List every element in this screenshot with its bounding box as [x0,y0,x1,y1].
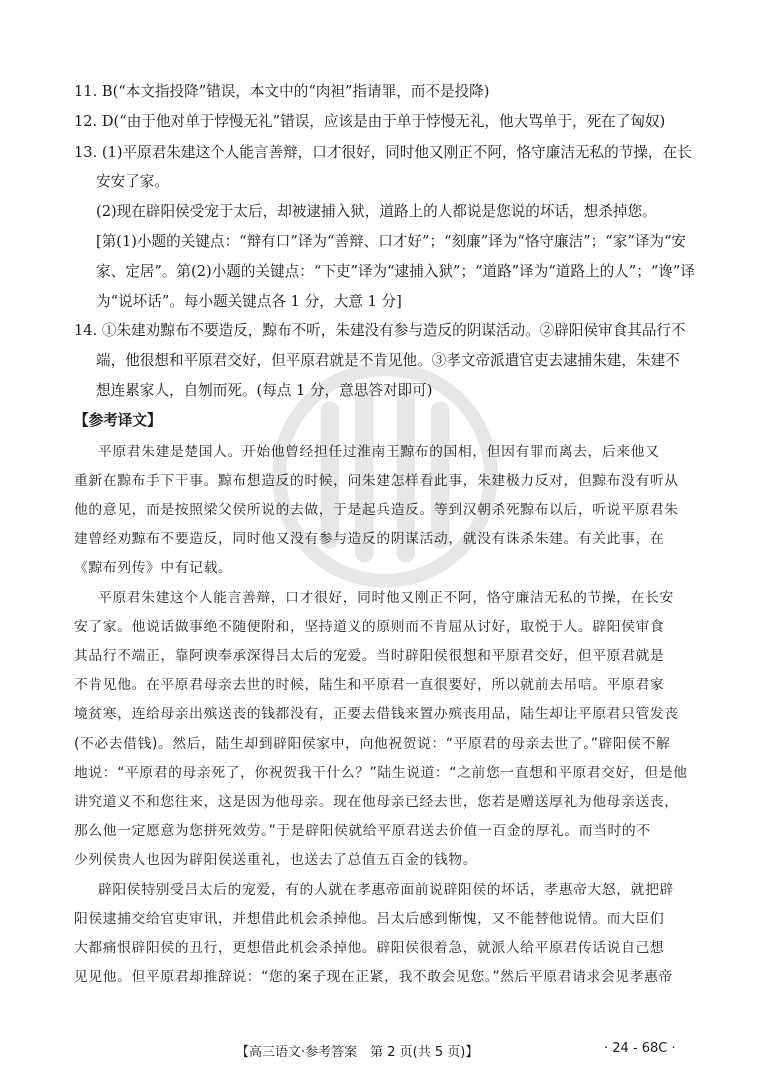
translation-line: (不必去借钱)。然后，陆生却到辟阳侯家中，向他祝贺说：“平原君的母亲去世了。”辟阳侯不解 [74,736,671,752]
translation-line: 建曾经劝黥布不要造反，同时他又没有参与造反的阴谋活动，就没有诛杀朱建。有关此事，在 [74,531,665,547]
answer-13-line-4: [第(1)小题的关键点：“辩有口”译为“善辩、口才好”；“刻廉”译为“恪守廉洁”；“家”译为“安 [96,233,687,250]
answer-13-line-6: 为“说坏话”。每小题关键点各 1 分，大意 1 分] [96,293,402,310]
translation-line: 见见他。但平原君却推辞说：“您的案子现在正紧，我不敢会见您。”然后平原君请求会见孝惠帝 [74,969,673,985]
translation-line: 其品行不端正，靠阿谀奉承深得吕太后的宠爱。当时辟阳侯很想和平原君交好，但平原君就是 [74,648,665,664]
answer-13-line-5: 家、定居”。第(2)小题的关键点：“下吏”译为“逮捕入狱”；“道路”译为“道路上的人”；“谗”译 [96,263,695,280]
translation-line: 地说：“平原君的母亲死了，你祝贺我干什么？”陆生说道：“之前您一直想和平原君交好，但是他 [74,765,688,781]
translation-line: 安了家。他说话做事绝不随便附和，坚持道义的原则而不肯屈从讨好，取悦于人。辟阳侯审食 [74,619,665,635]
translation-line: 他的意见，而是按照梁父侯所说的去做，于是起兵造反。等到汉朝杀死黥布以后，听说平原君朱 [74,502,679,518]
translation-line: 境贫寒，连给母亲出殡送丧的钱都没有，正要去借钱来置办殡丧用品，陆生却让平原君只管发丧 [74,706,679,722]
answer-13-line-2: 安安了家。 [96,173,169,190]
translation-line: 少列侯贵人也因为辟阳侯送重礼，也送去了总值五百金的钱物。 [74,852,478,868]
answer-13-line-3: (2)现在辟阳侯受宠于太后，却被逮捕入狱，道路上的人都说是您说的坏话，想杀掉您。 [96,203,657,220]
answer-12: 12. D(“由于他对单于悖慢无礼”错误，应该是由于单于悖慢无礼，他大骂单于，死在了匈奴) [74,113,666,130]
translation-line: 大都痛恨辟阳侯的丑行，更想借此机会杀掉他。辟阳侯很着急，就派人给平原君传话说自己想 [74,940,665,956]
answer-11: 11. B(“本文指投降”错误，本文中的“肉袒”指请罪，而不是投降) [74,83,490,100]
translation-line: 平原君朱建是楚国人。开始他曾经担任过淮南王黥布的国相，但因有罪而离去，后来他又 [98,444,660,460]
answer-14-line-3: 想连累家人，自刎而死。(每点 1 分，意思答对即可) [96,382,433,399]
translation-line: 辟阳侯特别受吕太后的宠爱，有的人就在孝惠帝面前说辟阳侯的坏话，孝惠帝大怒，就把辟 [98,882,674,898]
answer-13-line-1: 13. (1)平原君朱建这个人能言善辩，口才很好，同时他又刚正不阿，恪守廉洁无私的节操，在长 [74,144,692,161]
translation-line: 那么他一定愿意为您拼死效劳。”于是辟阳侯就给平原君送去价值一百金的厚礼。而当时的不 [74,823,651,839]
translation-line: 重新在黥布手下干事。黥布想造反的时候，问朱建怎样看此事，朱建极力反对，但黥布没有听从 [74,473,679,489]
answer-14-line-1: 14. ①朱建劝黥布不要造反，黥布不听，朱建没有参与造反的阴谋活动。②辟阳侯审食其品行不 [74,322,686,339]
answer-14-line-2: 端，他很想和平原君交好，但平原君就是不肯见他。③孝文帝派遣官吏去逮捕朱建，朱建不 [96,352,680,369]
translation-line: 讲究道义不和您往来，这是因为他母亲。现在他母亲已经去世，您若是赠送厚礼为他母亲送丧， [74,794,679,810]
translation-line: 平原君朱建这个人能言善辩，口才很好，同时他又刚正不阿，恪守廉洁无私的节操，在长安 [98,590,674,606]
footer-page-info: 【高三语文·参考答案 第 2 页(共 5 页)】 [236,1045,479,1060]
translation-line: 《黥布列传》中有记载。 [74,560,233,576]
translation-line: 不肯见他。在平原君母亲去世的时候，陆生和平原君一直很要好，所以就前去吊唁。平原君家 [74,677,665,693]
footer-code: · 24 - 68C · [604,1041,676,1056]
translation-line: 阳侯逮捕交给官吏审讯，并想借此机会杀掉他。吕太后感到惭愧，又不能替他说情。而大臣们 [74,911,665,927]
section-heading: 【参考译文】 [74,412,162,429]
